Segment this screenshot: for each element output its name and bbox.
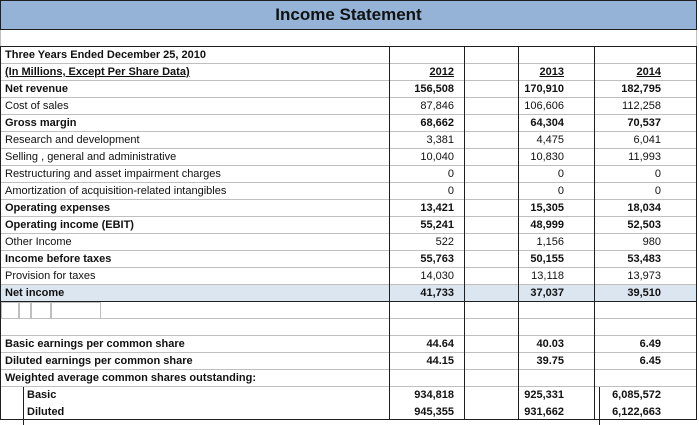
value-cell-1: 170,910 [524, 83, 564, 95]
value-cell-2: 6,041 [633, 134, 661, 146]
value-cell-0: 44.15 [426, 355, 454, 367]
value-cell-1: 15,305 [530, 202, 564, 214]
value-cell-0: 945,355 [414, 406, 454, 418]
value-cell-2: 53,483 [627, 253, 661, 265]
value-cell-0: 68,662 [420, 117, 454, 129]
eps-row [1, 353, 696, 370]
value-cell-1: 10,830 [530, 151, 564, 163]
row-label: Selling , general and administrative [5, 151, 177, 163]
eps-row [1, 336, 696, 353]
table-row [1, 234, 696, 251]
value-cell-1: 13,118 [531, 270, 564, 282]
year-header-1: 2013 [539, 66, 564, 78]
value-cell-0: 41,733 [420, 287, 454, 299]
value-cell-2: 6,085,572 [612, 389, 661, 401]
column-separator [518, 47, 519, 419]
value-cell-1: 40.03 [536, 338, 564, 350]
empty-cell [51, 302, 101, 319]
table-row [1, 268, 696, 285]
row-label: Net income [5, 287, 65, 299]
value-cell-2: 39,510 [627, 287, 661, 299]
value-cell-2: 52,503 [627, 219, 661, 231]
row-label: Basic earnings per common share [5, 338, 185, 350]
gridline [1, 318, 696, 319]
value-cell-2: 13,973 [627, 270, 661, 282]
value-cell-0: 0 [447, 185, 454, 197]
table-row [1, 132, 696, 149]
value-cell-0: 522 [435, 236, 454, 248]
value-cell-1: 4,475 [536, 134, 564, 146]
gridline [1, 301, 696, 302]
row-label: Diluted earnings per common share [5, 355, 193, 367]
value-cell-0: 156,508 [414, 83, 454, 95]
value-cell-0: 87,846 [420, 100, 454, 112]
table-row [1, 217, 696, 234]
table-row [1, 149, 696, 166]
value-cell-1: 0 [557, 185, 564, 197]
value-cell-2: 6.49 [639, 338, 661, 350]
value-cell-1: 64,304 [530, 117, 564, 129]
empty-cell [19, 302, 31, 319]
row-label: Gross margin [5, 117, 77, 129]
empty-cell [1, 302, 19, 319]
table-row [1, 98, 696, 115]
row-label: Weighted average common shares outstanding: [5, 372, 257, 384]
value-cell-1: 925,331 [524, 389, 564, 401]
column-separator [464, 47, 465, 419]
row-label: Income before taxes [5, 253, 112, 265]
value-cell-2: 6.45 [639, 355, 661, 367]
statement-table [0, 46, 697, 420]
value-cell-2: 0 [654, 185, 661, 197]
row-label: Amortization of acquisition-related intangibles [5, 185, 227, 197]
indent-separator [23, 387, 24, 425]
value-cell-0: 3,381 [426, 134, 454, 146]
row-label: Net revenue [5, 83, 68, 95]
value-cell-0: 44.64 [426, 338, 454, 350]
row-label: Restructuring and asset impairment charges [5, 168, 221, 180]
table-row [1, 166, 696, 183]
row-label: Provision for taxes [5, 270, 96, 282]
column-separator [594, 47, 595, 419]
value-cell-2: 980 [642, 236, 661, 248]
title-bar [0, 0, 697, 30]
value-cell-1: 931,662 [524, 406, 564, 418]
row-label: Operating income (EBIT) [5, 219, 134, 231]
table-row [1, 200, 696, 217]
value-cell-0: 13,421 [420, 202, 454, 214]
value-cell-2: 11,993 [628, 151, 661, 163]
value-cell-0: 14,030 [420, 270, 454, 282]
row-label: Research and development [5, 134, 140, 146]
value-cell-1: 48,999 [530, 219, 564, 231]
value-cell-0: 934,818 [414, 389, 454, 401]
shares-row [1, 404, 696, 421]
value-cell-2: 70,537 [627, 117, 661, 129]
value-cell-2: 6,122,663 [612, 406, 661, 418]
shares-row [1, 387, 696, 404]
spacer-row [0, 30, 697, 46]
value-cell-2: 18,034 [627, 202, 661, 214]
column-separator [389, 47, 390, 419]
table-row [1, 183, 696, 200]
value-cell-0: 55,763 [420, 253, 454, 265]
shares-header-row [1, 370, 696, 387]
value-cell-2: 0 [654, 168, 661, 180]
value-cell-0: 0 [447, 168, 454, 180]
value-cell-0: 10,040 [420, 151, 454, 163]
header-row-units [1, 64, 696, 81]
value-cell-1: 0 [557, 168, 564, 180]
table-row [1, 251, 696, 268]
empty-cell [31, 302, 51, 319]
table-row [1, 285, 696, 302]
indent-separator [599, 387, 600, 425]
value-cell-1: 37,037 [530, 287, 564, 299]
value-cell-1: 50,155 [530, 253, 564, 265]
table-row [1, 81, 696, 98]
value-cell-0: 55,241 [420, 219, 454, 231]
value-cell-2: 182,795 [621, 83, 661, 95]
page-title: Income Statement [275, 5, 422, 24]
row-label: Operating expenses [5, 202, 111, 214]
row-label: Other Income [5, 236, 72, 248]
table-row [1, 115, 696, 132]
value-cell-2: 112,258 [622, 100, 661, 112]
year-header-0: 2012 [429, 66, 454, 78]
value-cell-1: 1,156 [536, 236, 564, 248]
row-label: Three Years Ended December 25, 2010 [5, 49, 206, 61]
row-label: Cost of sales [5, 100, 69, 112]
header-row-period [1, 47, 696, 64]
row-label: Basic [27, 389, 57, 401]
row-label: (In Millions, Except Per Share Data) [5, 66, 190, 78]
value-cell-1: 106,606 [524, 100, 564, 112]
year-header-2: 2014 [636, 66, 661, 78]
row-label: Diluted [27, 406, 65, 418]
value-cell-1: 39.75 [536, 355, 564, 367]
